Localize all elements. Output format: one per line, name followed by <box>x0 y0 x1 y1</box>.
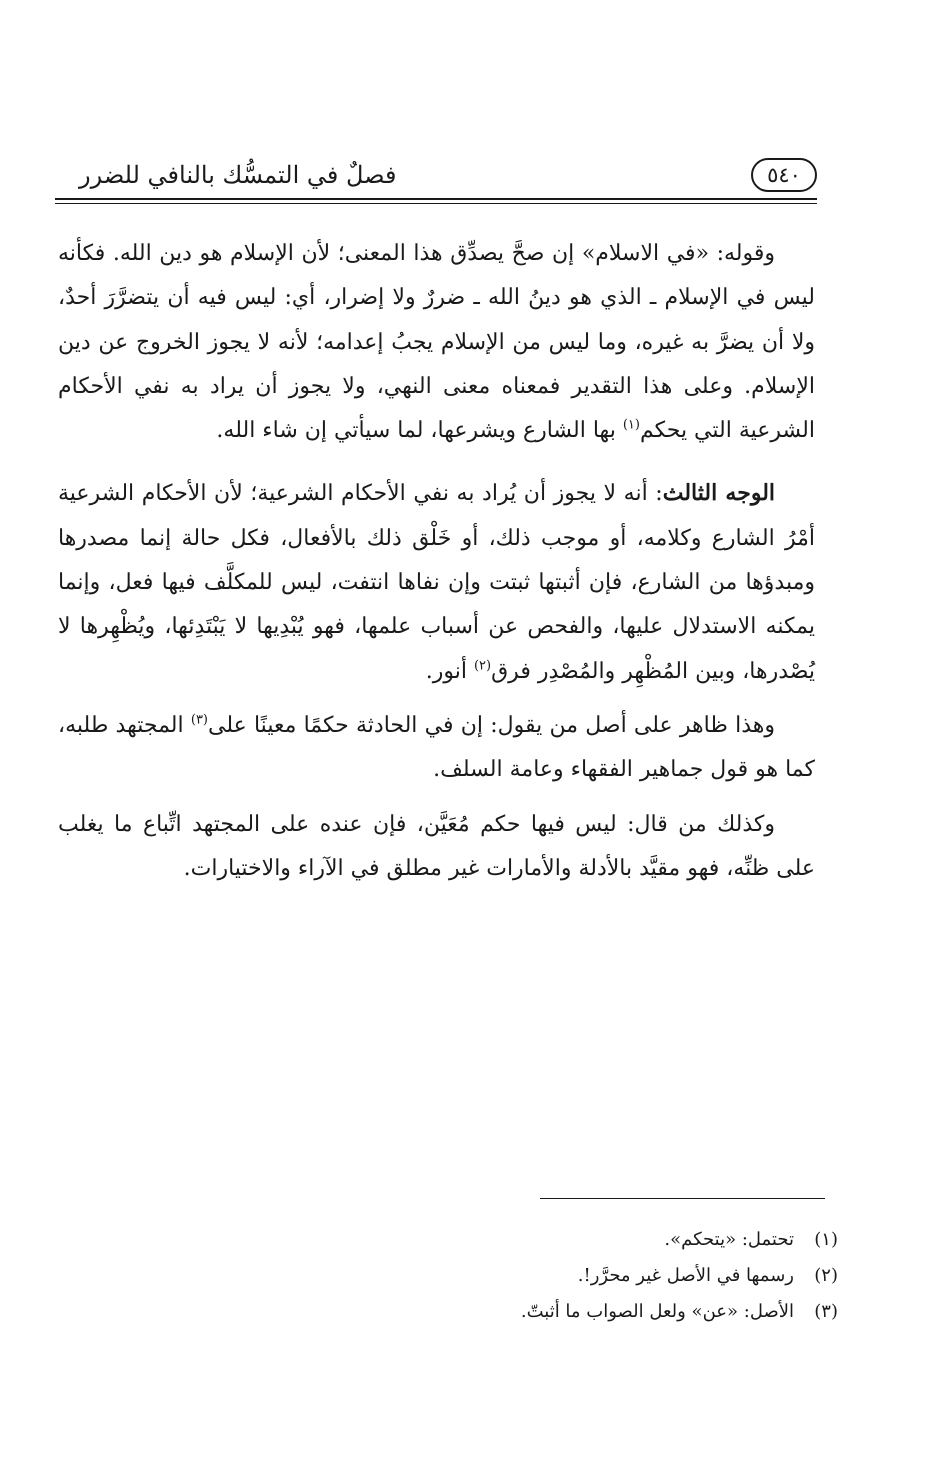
footnote-separator <box>540 1198 825 1199</box>
paragraph-2-text-a: : أنه لا يجوز أن يُراد به نفي الأحكام الشرعية؛ لأن الأحكام الشرعية أمْرُ الشارع وكلامه، أو موجب ذلك، أو خَلْق ذلك بالأفعال، فكل حالة إنما مصدرها ومبدؤها من الشارع، فإن أثبتها ثبتت وإن نفاها انتفت، ليس للمكلَّف فيها فعل، وإنما يمكنه الاستدلال عليها، والفحص عن أسباب علمها، فهو يُبْدِيها لا يَبْتَدِئها، ويُظْهِرها لا يُصْدرها، وبين المُظْهِر والمُصْدِر فرق <box>58 481 815 684</box>
footnote-number: (١) <box>814 1229 838 1250</box>
footnote-text: الأصل: «عن» ولعل الصواب ما أثبتّ. <box>520 1301 794 1322</box>
paragraph-2 <box>58 471 815 693</box>
paragraph-3-text-b: المجتهد طلبه، كما هو قول جماهير الفقهاء وعامة السلف. <box>58 712 815 783</box>
footnote-number: (٢) <box>814 1265 838 1286</box>
running-title: فصلٌ في التمسُّك بالنافي للضرر <box>79 161 397 189</box>
paragraph-2-text-b: أنور. <box>425 658 474 684</box>
paragraph-3-text-a: وهذا ظاهر على أصل من يقول: إن في الحادثة حكمًا معينًا على <box>208 712 775 738</box>
running-header <box>55 150 817 196</box>
paragraph-4: وكذلك من قال: ليس فيها حكم مُعَيَّن، فإن عنده على المجتهد اتِّباع ما يغلب على ظنِّه، فهو مقيَّد بالأدلة والأمارات غير مطلق في الآراء والاختيارات. <box>58 811 815 881</box>
footnote-number: (٣) <box>814 1301 838 1322</box>
footnote-ref-1[interactable]: (١) <box>622 417 640 433</box>
footnote-ref-2[interactable]: (٢) <box>473 658 492 674</box>
page-number-badge: ٥٤٠ <box>751 158 817 192</box>
main-text <box>58 232 815 891</box>
paragraph-1-text-b: بها الشارع ويشرعها، لما سيأتي إن شاء الله. <box>216 418 623 444</box>
section-lead-heading: الوجه الثالث <box>662 480 776 507</box>
footnotes <box>238 1222 838 1330</box>
footnote-1 <box>238 1222 838 1258</box>
paragraph-1-text-a: وقوله: «في الاسلام» إن صحَّ يصدِّق هذا المعنى؛ لأن الإسلام هو دين الله. فكأنه ليس في الإسلام ـ الذي هو دينُ الله ـ ضررٌ ولا إضرار، أي: ليس فيه أن يتضرَّرَ أحدٌ، ولا أن يضرَّ به غيره، وما ليس من الإسلام يجبُ إعدامه؛ لأنه لا يجوز الخروج عن دين الإسلام. وعلى هذا التقدير فمعناه معنى النهي، ولا يجوز أن يراد به نفي الأحكام الشرعية التي يحكم <box>58 241 815 444</box>
footnote-text: تحتمل: «يتحكم». <box>664 1229 794 1250</box>
footnote-2 <box>238 1258 838 1294</box>
footnote-ref-3[interactable]: (٣) <box>190 712 208 728</box>
header-double-rule <box>55 198 817 204</box>
paragraph-3 <box>58 704 815 793</box>
paragraph-1 <box>58 232 815 453</box>
footnote-3 <box>238 1294 838 1330</box>
footnote-text: رسمها في الأصل غير محرَّر!. <box>577 1265 794 1286</box>
